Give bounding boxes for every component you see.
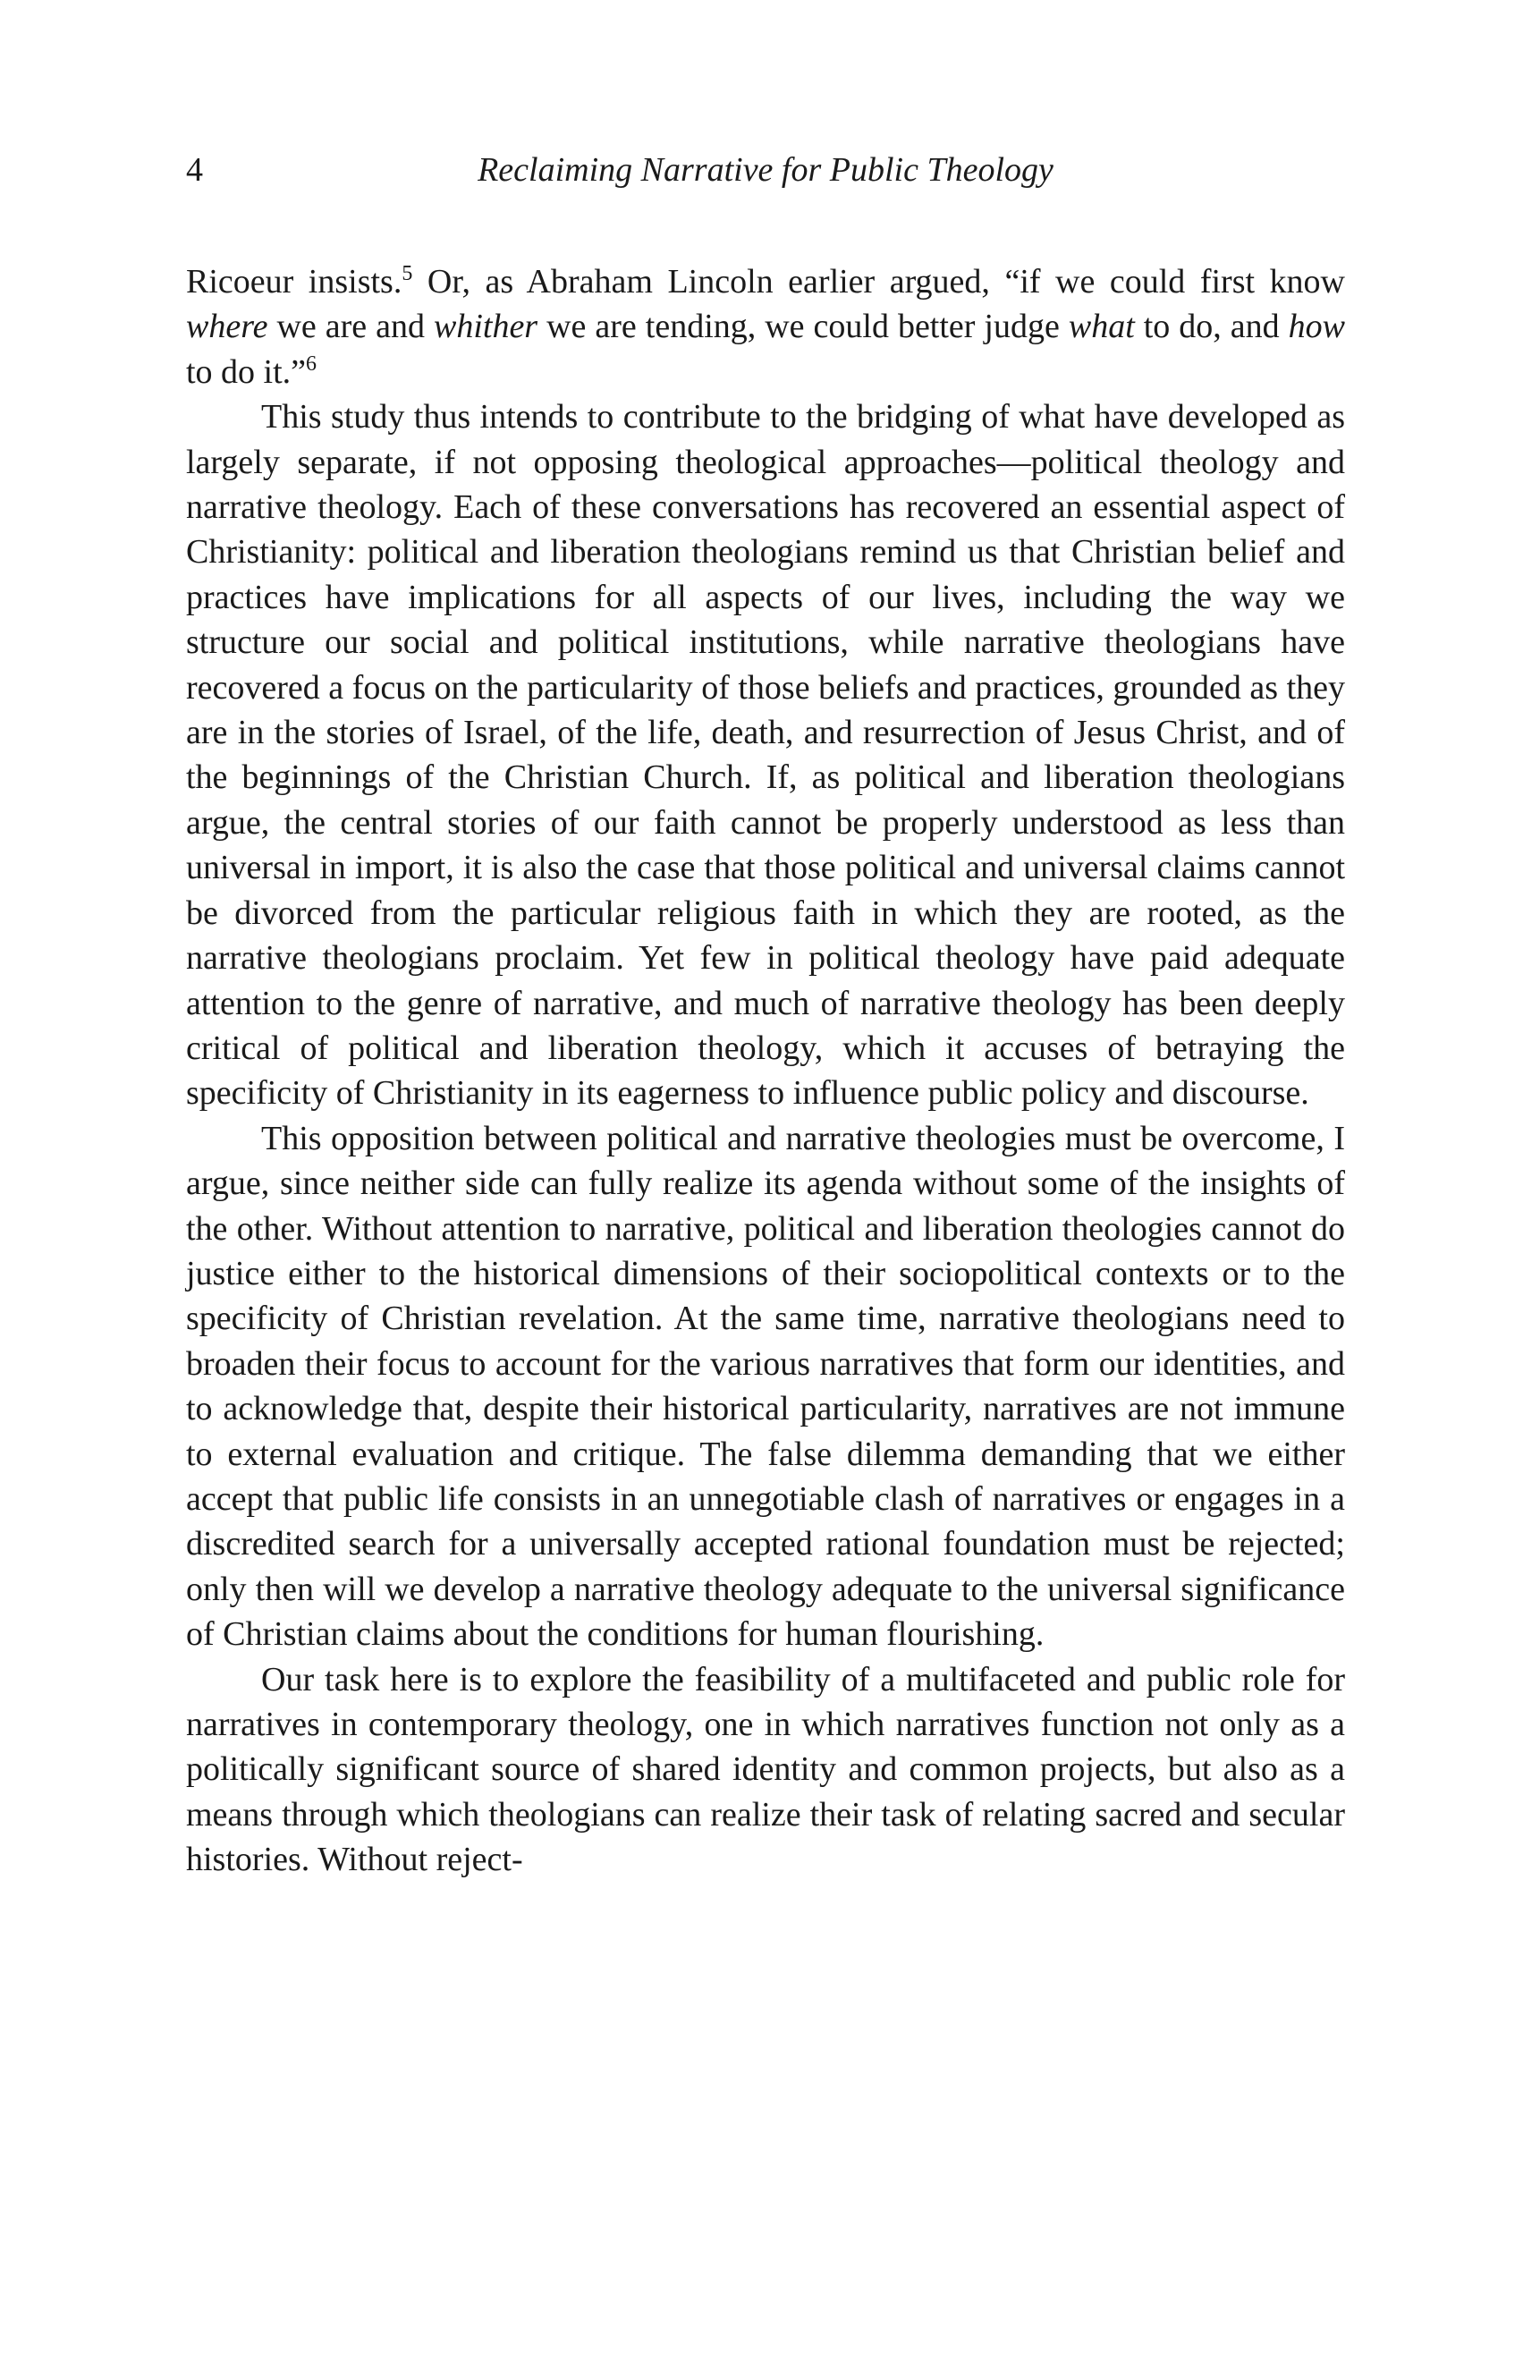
text-run: we are tending, we could better judge <box>537 308 1069 346</box>
italic-word: whither <box>433 308 538 346</box>
text-run: Ricoeur insists. <box>186 263 402 301</box>
italic-word: where <box>186 308 268 346</box>
italic-word: what <box>1068 308 1135 346</box>
footnote-marker: 6 <box>306 351 317 376</box>
footnote-marker: 5 <box>402 262 413 285</box>
text-run: to do it.” <box>186 352 307 391</box>
text-run: Or, as Abraham Lincoln earlier argued, “if we could first know <box>412 263 1346 301</box>
running-title: Reclaiming Narrative for Public Theology <box>478 151 1053 189</box>
paragraph-3: This opposition between political and narrative theologies must be overcome, I argue, since neither side can fully realize its agenda without some of the insights of the other. Without attention to narrative, political and liberation theologies cannot do justice either to the historical dimensions of their sociopolitical contexts or to the specificity of Christian revelation. At the same time, narrative theologians need to broaden their focus to account for the various narratives that form our identities, and to acknowledge that, despite their historical particularity, narratives are not immune to external evaluation and critique. The false dilemma demanding that we either accept that public life consists in an unnegotiable clash of narratives or engages in a discredited search for a universally accepted rational foundation must be rejected; only then will we develop a narrative theology adequate to the universal significance of Christian claims about the conditions for human flourishing. <box>186 1119 1345 1654</box>
text-run: to do, and <box>1134 308 1289 346</box>
italic-word: how <box>1288 308 1345 346</box>
running-head <box>186 143 1345 197</box>
paragraph-4: Our task here is to explore the feasibility of a multifaceted and public role for narratives in contemporary theology, one in which narratives function not only as a politically significant source of shared identity and common projects, but also as a means through which theologians can realize their task of relating sacred and secular histories. Without reject- <box>186 1660 1345 1879</box>
page-number: 4 <box>186 151 203 189</box>
paragraph-1 <box>186 259 1345 394</box>
text-run: we are and <box>267 308 434 346</box>
body-text <box>186 259 1345 1883</box>
paragraph-2: This study thus intends to contribute to the bridging of what have developed as largely separate, if not opposing theological approaches—political theology and narrative theology. Each of these conversations has recovered an essential aspect of Christianity: political and liberation theologians remind us that Christian belief and practices have implications for all aspects of our lives, including the way we structure our social and political institutions, while narrative theologians have recovered a focus on the particularity of those beliefs and practices, grounded as they are in the stories of Israel, of the life, death, and resurrection of Jesus Christ, and of the beginnings of the Christian Church. If, as political and liberation theologians argue, the central stories of our faith cannot be properly understood as less than universal in import, it is also the case that those political and universal claims cannot be divorced from the particular religious faith in which they are rooted, as the narrative theologians proclaim. Yet few in political theology have paid adequate attention to the genre of narrative, and much of narrative theology has been deeply critical of political and liberation theology, which it accuses of betraying the specificity of Christianity in its eagerness to influence public policy and discourse. <box>186 398 1345 1113</box>
